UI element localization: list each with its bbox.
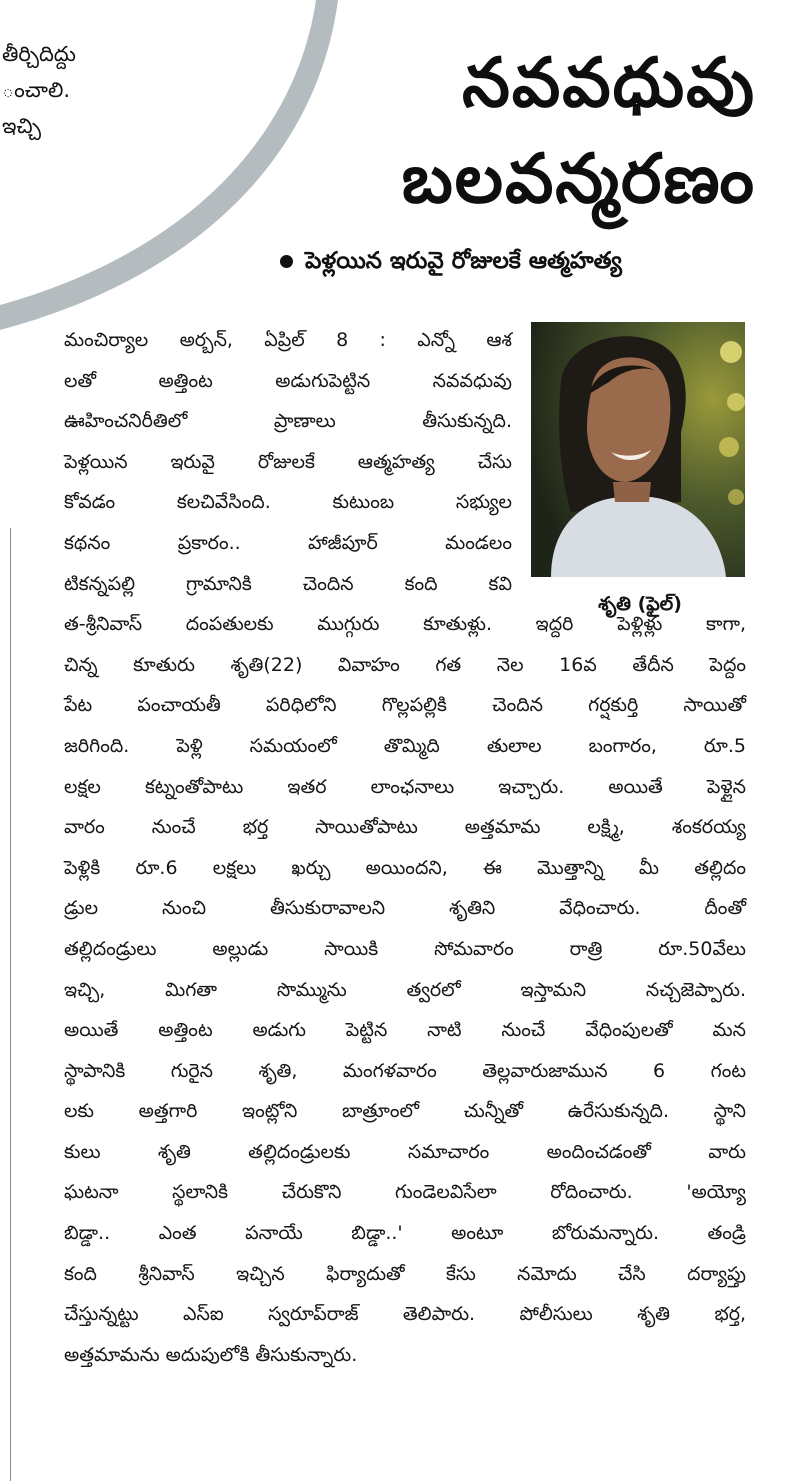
body-line: తల్లిదండ్రులు అల్లుడు సాయికి సోమవారం రాత్రి రూ.50వేలు [64, 937, 746, 960]
body-line: పెళ్లయిన ఇరువై రోజులకే ఆత్మహత్య చేసు [64, 450, 512, 473]
body-line: కథనం ప్రకారం.. హాజీపూర్ మండలం [64, 531, 512, 554]
article-body [64, 320, 746, 1375]
body-line: మంచిర్యాల అర్బన్, ఏప్రిల్ 8 : ఎన్నో ఆశ [64, 329, 512, 351]
body-line: లకు అత్తగారి ఇంట్లోని బాత్రూంలో చున్నీతో ఉరేసుకున్నది. స్థాని [64, 1100, 746, 1123]
body-line: బిడ్డా.. ఎంత పనాయే బిడ్డా..' అంటూ బోరుమన్నారు. తండ్రి [64, 1222, 746, 1245]
headline [402, 36, 756, 228]
photo-caption: శృతి (ఫైల్) [598, 593, 682, 615]
neighbor-article-text [2, 0, 76, 144]
neighbor-line: తీర్చిదిద్దు [2, 42, 76, 66]
subheadline [280, 248, 622, 280]
body-line: వారం నుంచే భర్త సాయితోపాటు అత్తమామ లక్ష్మి, శంకరయ్య [64, 816, 746, 839]
neighbor-line [2, 0, 76, 36]
body-line: టికన్నపల్లి గ్రామానికి చెందిన కంది కవి [64, 572, 512, 595]
body-line: చేస్తున్నట్టు ఎస్ఐ స్వరూప్‌రాజ్ తెలిపారు. పోలీసులు శృతి భర్త, [64, 1303, 746, 1326]
bullet-icon [280, 255, 293, 268]
body-line: కోవడం కలచివేసింది. కుటుంబ సభ్యుల [64, 491, 512, 514]
body-line: త-శ్రీనివాస్ దంపతులకు ముగ్గురు కూతుళ్లు. ఇద్దరి పెళ్లిళ్లు కాగా, [64, 613, 746, 636]
subheadline-text: పెళ్లయిన ఇరువై రోజులకే ఆత్మహత్య [305, 248, 622, 274]
body-line: ఘటనా స్థలానికి చేరుకొని గుండెలవిసేలా రోదించారు. 'అయ్యో [64, 1181, 746, 1204]
headline-line-1: నవవధువు [462, 44, 756, 123]
body-line: ఇచ్చి, మిగతా సొమ్మును త్వరలో ఇస్తామని నచ్చజెప్పారు. [64, 978, 746, 1001]
body-line: ఊహించనిరీతిలో ప్రాణాలు తీసుకున్నది. [64, 410, 512, 433]
column-divider [0, 528, 11, 1481]
body-line: అత్తమామను అదుపులోకి తీసుకున్నారు. [64, 1343, 358, 1366]
body-line: స్థాపానికి గురైన శృతి, మంగళవారం తెల్లవారుజామున 6 గంట [64, 1059, 746, 1082]
body-line: పెళ్లికి రూ.6 లక్షలు ఖర్చు అయిందని, ఈ మొత్తాన్ని మీ తల్లిదం [64, 856, 746, 879]
body-line: కులు శృతి తల్లిదండ్రులకు సమాచారం అందించడంతో వారు [64, 1140, 746, 1163]
body-line: జరిగింది. పెళ్లి సమయంలో తొమ్మిది తులాల బంగారం, రూ.5 [64, 734, 746, 757]
body-line: పేట పంచాయతీ పరిధిలోని గొల్లపల్లికి చెందిన గర్షకుర్తి సాయితో [64, 694, 746, 717]
body-line: చిన్న కూతురు శృతి(22) వివాహం గత నెల 16వ తేదీన పెద్దం [64, 653, 746, 676]
body-line: అయితే అత్తింట అడుగు పెట్టిన నాటి నుంచే వేధింపులతో మన [64, 1019, 746, 1042]
body-line: డ్రుల నుంచి తీసుకురావాలని శృతిని వేధించారు. దీంతో [64, 897, 746, 920]
neighbor-line: ంచాలి. [2, 78, 71, 102]
headline-line-2: బలవన్మరణం [401, 140, 756, 219]
body-line: లక్షల కట్నంతోపాటు ఇతర లాంఛనాలు ఇచ్చారు. అయితే పెళ్లైన [64, 775, 746, 798]
body-line: లతో అత్తింట అడుగుపెట్టిన నవవధువు [64, 369, 512, 392]
neighbor-line: ఇచ్చి [2, 114, 41, 138]
body-line: కంది శ్రీనివాస్ ఇచ్చిన ఫిర్యాదుతో కేసు నమోదు చేసి దర్యాప్తు [64, 1262, 746, 1285]
